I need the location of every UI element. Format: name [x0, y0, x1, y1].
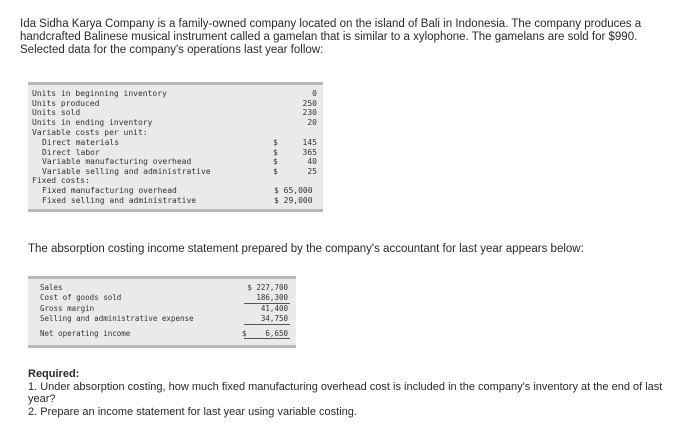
data-row	[28, 99, 323, 109]
income-row-value: 34,750	[260, 314, 288, 324]
income-row-label: Sales	[40, 283, 63, 292]
data-row	[28, 118, 323, 128]
income-row-label: Net operating income	[40, 328, 131, 338]
data-row-currency: $	[273, 147, 278, 157]
data-row-label: Variable costs per unit:	[32, 128, 148, 138]
data-row	[28, 196, 323, 206]
income-row	[28, 304, 296, 314]
data-row	[28, 186, 323, 196]
data-row-label: Variable selling and administrative	[42, 166, 211, 176]
data-row-label: Direct labor	[42, 147, 100, 157]
income-row-label: Cost of goods sold	[40, 293, 122, 303]
data-row-label: Units produced	[32, 98, 100, 108]
income-row-currency: $	[242, 328, 247, 338]
data-row-label: Units in beginning inventory	[32, 89, 167, 98]
question-2: 2. Prepare an income statement for last year using variable costing.	[28, 405, 357, 418]
required-heading: Required:	[28, 368, 80, 380]
data-row-value: 230	[302, 108, 317, 118]
data-row-currency: $	[273, 137, 278, 147]
data-row	[28, 89, 323, 99]
total-underline	[244, 324, 290, 325]
income-row-label: Selling and administrative expense	[40, 314, 194, 324]
data-row-currency: $	[273, 157, 278, 167]
data-row-value: 40	[307, 157, 317, 167]
income-row-value: 41,400	[260, 303, 288, 313]
total-underline	[244, 338, 290, 339]
income-row	[28, 314, 296, 324]
data-row-value: 365	[302, 147, 317, 157]
data-row	[28, 167, 323, 177]
absorption-income-statement	[28, 276, 296, 348]
income-row-value: 6,650	[265, 328, 288, 338]
data-row-value: $ 29,000	[274, 195, 313, 205]
data-row-label: Units in ending inventory	[32, 117, 153, 127]
data-row-currency: $	[273, 166, 278, 176]
required-section	[28, 368, 668, 418]
income-row	[28, 329, 296, 339]
data-row-value: 250	[302, 98, 317, 108]
data-row-label: Fixed costs:	[32, 176, 90, 186]
data-row-label: Units sold	[32, 108, 81, 118]
data-row	[28, 176, 323, 186]
data-row-value: $ 65,000	[274, 185, 313, 195]
data-row-label: Fixed selling and administrative	[42, 195, 197, 205]
data-row	[28, 128, 323, 138]
data-row	[28, 108, 323, 118]
data-row-value: 0	[312, 89, 317, 98]
question-1: 1. Under absorption costing, how much fixed manufacturing overhead cost is included in the company's inventory at the end of last year?	[28, 380, 663, 405]
operations-data-table	[28, 82, 323, 212]
data-row-label: Direct materials	[42, 137, 120, 147]
data-row	[28, 157, 323, 167]
data-row-value: 145	[302, 137, 317, 147]
data-row-value: 25	[307, 166, 317, 176]
data-row	[28, 138, 323, 148]
problem-intro: Ida Sidha Karya Company is a family-owned company located on the island of Bali in Indonesia. The company produces a handcrafted Balinese musical instrument called a gamelan that is similar to a xylophone. The gamelans are sold for $990. Selected data for the company's operations last year follow:	[20, 18, 642, 56]
income-row-value: 186,300	[256, 293, 288, 303]
income-row	[28, 283, 296, 293]
income-row-value: $ 227,700	[247, 283, 288, 292]
data-row-label: Variable manufacturing overhead	[42, 157, 192, 167]
data-row	[28, 148, 323, 158]
data-row-value: 20	[307, 117, 317, 127]
income-statement-intro: The absorption costing income statement prepared by the company's accountant for last year appears below:	[28, 243, 584, 255]
income-row-label: Gross margin	[40, 303, 95, 313]
data-row-label: Fixed manufacturing overhead	[42, 185, 177, 195]
income-row	[28, 293, 296, 303]
